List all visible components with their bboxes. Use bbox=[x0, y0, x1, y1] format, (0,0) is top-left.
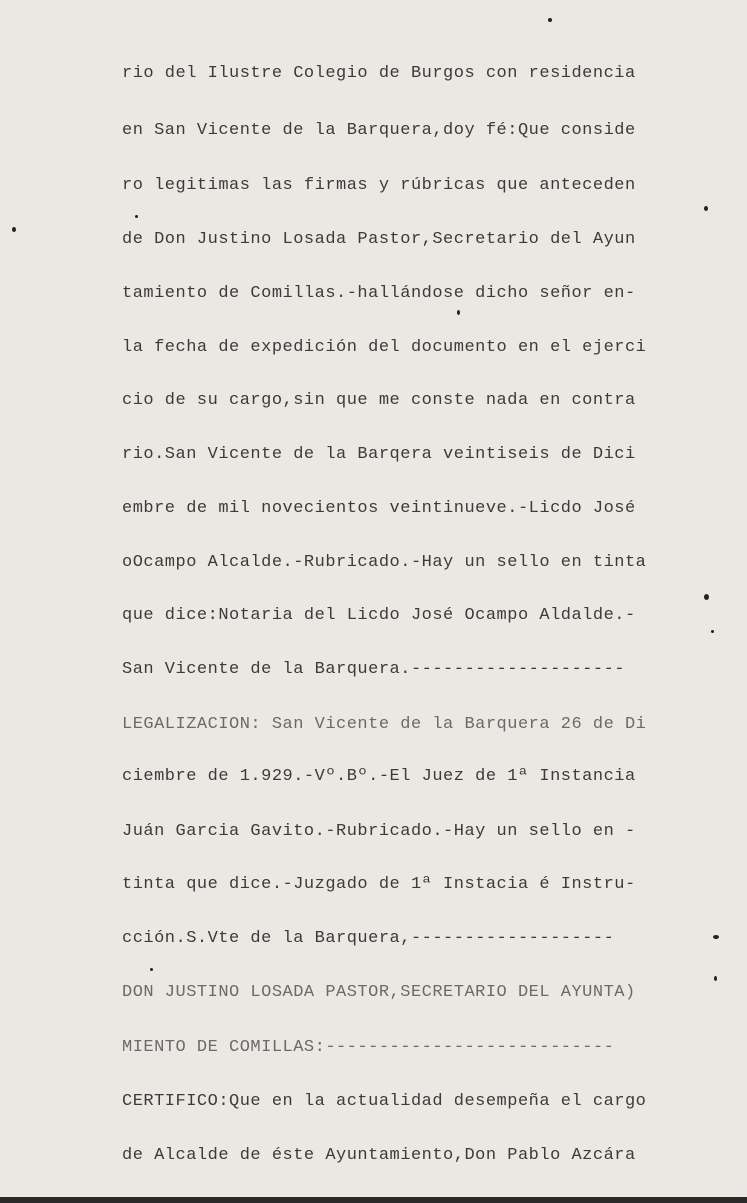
text-line: tamiento de Comillas.-hallándose dicho señor en- bbox=[122, 284, 636, 303]
ink-speck bbox=[150, 968, 153, 971]
text-line: la fecha de expedición del documento en el ejerci bbox=[122, 338, 647, 357]
text-line: ro legitimas las firmas y rúbricas que anteceden bbox=[122, 176, 636, 195]
ink-speck bbox=[12, 227, 16, 232]
ink-speck bbox=[135, 215, 138, 218]
text-line: tinta que dice.-Juzgado de 1ª Instacia é Instru- bbox=[122, 875, 636, 894]
text-line: Juán Garcia Gavito.-Rubricado.-Hay un sello en - bbox=[122, 822, 636, 841]
text-line: cio de su cargo,sin que me conste nada en contra bbox=[122, 391, 636, 410]
ink-speck bbox=[714, 976, 717, 981]
text-line: que dice:Notaria del Licdo José Ocampo Aldalde.- bbox=[122, 606, 636, 625]
page-bottom-edge bbox=[0, 1197, 747, 1203]
ink-speck bbox=[711, 630, 714, 633]
text-line: San Vicente de la Barquera.-------------------- bbox=[122, 660, 625, 679]
text-line: ciembre de 1.929.-Vº.Bº.-El Juez de 1ª Instancia bbox=[122, 767, 636, 786]
ink-speck bbox=[548, 18, 552, 22]
text-line: rio del Ilustre Colegio de Burgos con residencia bbox=[122, 64, 636, 83]
text-line: embre de mil novecientos veintinueve.-Licdo José bbox=[122, 499, 636, 518]
text-line: CERTIFICO:Que en la actualidad desempeña el cargo bbox=[122, 1092, 647, 1111]
ink-speck bbox=[704, 594, 709, 600]
text-line: oOcampo Alcalde.-Rubricado.-Hay un sello en tinta bbox=[122, 553, 647, 572]
text-line: LEGALIZACION: San Vicente de la Barquera 26 de Di bbox=[122, 715, 647, 734]
text-line: MIENTO DE COMILLAS:--------------------------- bbox=[122, 1038, 615, 1057]
text-line: cción.S.Vte de la Barquera,------------------- bbox=[122, 929, 615, 948]
ink-speck bbox=[704, 206, 708, 211]
text-line: rio.San Vicente de la Barqera veintiseis de Dici bbox=[122, 445, 636, 464]
ink-speck bbox=[457, 310, 460, 315]
text-line: en San Vicente de la Barquera,doy fé:Que conside bbox=[122, 121, 636, 140]
text-line: DON JUSTINO LOSADA PASTOR,SECRETARIO DEL AYUNTA) bbox=[122, 983, 636, 1002]
text-line: de Alcalde de éste Ayuntamiento,Don Pablo Azcára bbox=[122, 1146, 636, 1165]
text-line: de Don Justino Losada Pastor,Secretario del Ayun bbox=[122, 230, 636, 249]
ink-speck bbox=[713, 935, 719, 939]
